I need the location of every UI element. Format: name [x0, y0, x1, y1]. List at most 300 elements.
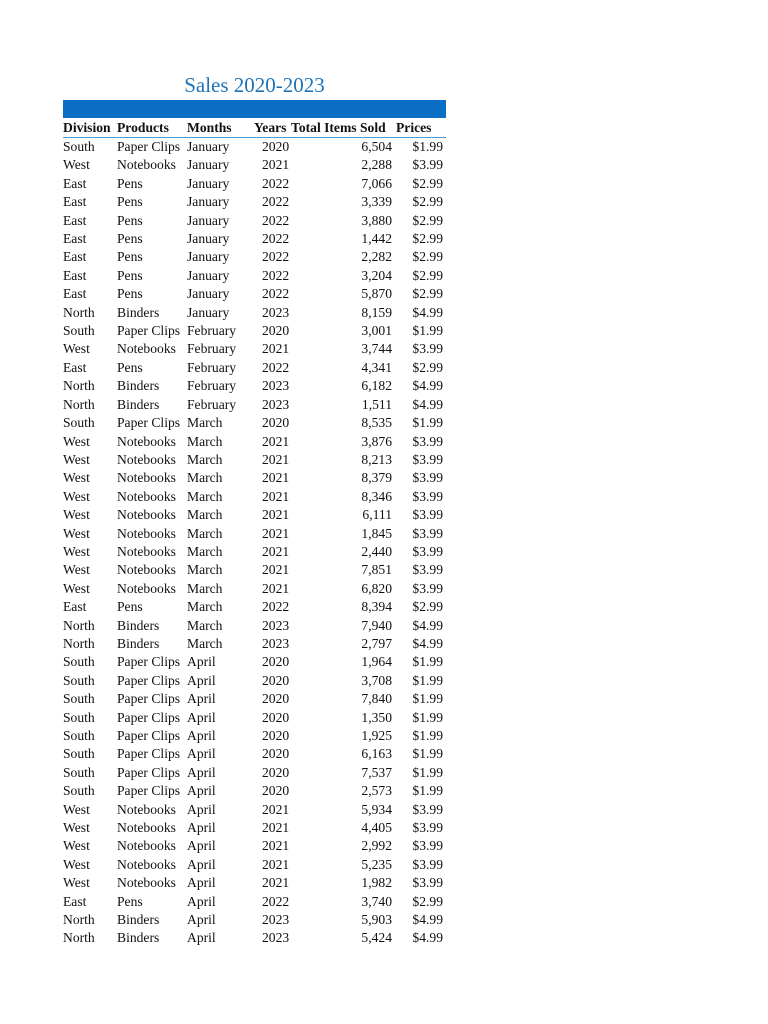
month-cell: March: [187, 488, 223, 504]
month-cell: February: [187, 341, 237, 357]
table-row: [63, 764, 446, 782]
division-cell: West: [63, 562, 90, 578]
table-row: [63, 396, 446, 414]
table-row: [63, 580, 446, 598]
items-sold-cell: 7,840: [361, 691, 392, 707]
product-cell: Notebooks: [117, 507, 176, 523]
product-cell: Pens: [117, 359, 143, 375]
product-cell: Paper Clips: [117, 709, 181, 725]
division-cell: North: [63, 304, 95, 320]
items-sold-cell: 1,442: [361, 231, 392, 247]
product-cell: Notebooks: [117, 488, 176, 504]
year-cell: 2020: [262, 746, 290, 762]
table-row: [63, 193, 446, 211]
table-row: [63, 248, 446, 266]
table-row: [63, 837, 446, 855]
product-cell: Paper Clips: [117, 672, 181, 688]
price-cell: $4.99: [412, 304, 443, 320]
table-row: [63, 285, 446, 303]
year-cell: 2022: [262, 212, 290, 228]
division-cell: East: [63, 175, 87, 191]
price-cell: $3.99: [412, 341, 443, 357]
product-cell: Binders: [117, 930, 160, 946]
division-cell: East: [63, 231, 87, 247]
month-cell: January: [187, 267, 230, 283]
year-cell: 2021: [262, 525, 290, 541]
product-cell: Paper Clips: [117, 783, 181, 799]
year-cell: 2021: [262, 562, 290, 578]
year-cell: 2021: [262, 875, 290, 891]
product-cell: Notebooks: [117, 856, 176, 872]
items-sold-cell: 3,339: [361, 194, 392, 210]
price-cell: $4.99: [412, 635, 443, 651]
division-cell: West: [63, 543, 90, 559]
items-sold-cell: 3,880: [361, 212, 392, 228]
sales-sheet: [63, 70, 446, 948]
table-row: [63, 469, 446, 487]
table-row: [63, 782, 446, 800]
header-color-bar: [63, 100, 446, 118]
price-cell: $3.99: [412, 507, 443, 523]
product-cell: Notebooks: [117, 525, 176, 541]
price-cell: $2.99: [412, 231, 443, 247]
year-cell: 2020: [262, 415, 290, 431]
items-sold-cell: 8,379: [361, 470, 392, 486]
price-cell: $3.99: [412, 820, 443, 836]
year-cell: 2022: [262, 359, 290, 375]
price-cell: $1.99: [412, 139, 443, 154]
year-cell: 2021: [262, 470, 290, 486]
month-cell: March: [187, 617, 223, 633]
price-cell: $2.99: [412, 194, 443, 210]
month-cell: January: [187, 194, 230, 210]
division-cell: North: [63, 617, 95, 633]
division-cell: East: [63, 267, 87, 283]
product-cell: Paper Clips: [117, 139, 181, 154]
table-row: [63, 893, 446, 911]
items-sold-cell: 2,992: [361, 838, 392, 854]
month-cell: April: [187, 856, 216, 872]
column-header-months: Months: [187, 118, 253, 138]
month-cell: April: [187, 801, 216, 817]
product-cell: Pens: [117, 194, 143, 210]
product-cell: Notebooks: [117, 433, 176, 449]
table-row: [63, 819, 446, 837]
division-cell: South: [63, 672, 95, 688]
month-cell: April: [187, 783, 216, 799]
table-row: [63, 709, 446, 727]
product-cell: Notebooks: [117, 341, 176, 357]
product-cell: Notebooks: [117, 580, 176, 596]
division-cell: West: [63, 433, 90, 449]
year-cell: 2020: [262, 672, 290, 688]
product-cell: Paper Clips: [117, 691, 181, 707]
items-sold-cell: 6,820: [361, 580, 392, 596]
division-cell: West: [63, 157, 90, 173]
items-sold-cell: 3,876: [361, 433, 392, 449]
month-cell: March: [187, 635, 223, 651]
table-row: [63, 874, 446, 892]
price-cell: $3.99: [412, 562, 443, 578]
division-cell: North: [63, 396, 95, 412]
division-cell: West: [63, 507, 90, 523]
division-cell: East: [63, 249, 87, 265]
column-header-products: Products: [117, 118, 187, 138]
price-cell: $3.99: [412, 433, 443, 449]
product-cell: Pens: [117, 175, 143, 191]
product-cell: Pens: [117, 231, 143, 247]
month-cell: January: [187, 249, 230, 265]
month-cell: March: [187, 507, 223, 523]
division-cell: East: [63, 194, 87, 210]
product-cell: Notebooks: [117, 838, 176, 854]
month-cell: April: [187, 672, 216, 688]
table-row: [63, 635, 446, 653]
month-cell: April: [187, 838, 216, 854]
product-cell: Binders: [117, 617, 160, 633]
table-row: [63, 377, 446, 395]
product-cell: Notebooks: [117, 451, 176, 467]
table-row: [63, 856, 446, 874]
year-cell: 2022: [262, 893, 290, 909]
items-sold-cell: 1,925: [361, 728, 392, 743]
division-cell: South: [63, 691, 95, 707]
product-cell: Pens: [117, 267, 143, 283]
division-cell: North: [63, 930, 95, 946]
table-row: [63, 727, 446, 745]
month-cell: April: [187, 691, 216, 707]
year-cell: 2021: [262, 341, 290, 357]
year-cell: 2022: [262, 599, 290, 615]
month-cell: March: [187, 433, 223, 449]
division-cell: South: [63, 746, 95, 762]
product-cell: Paper Clips: [117, 764, 181, 780]
table-row: [63, 911, 446, 929]
table-row: [63, 156, 446, 174]
table-row: [63, 929, 446, 947]
product-cell: Notebooks: [117, 801, 176, 817]
product-cell: Paper Clips: [117, 654, 181, 670]
price-cell: $4.99: [412, 930, 443, 946]
year-cell: 2020: [262, 783, 290, 799]
price-cell: $1.99: [412, 746, 443, 762]
year-cell: 2021: [262, 820, 290, 836]
items-sold-cell: 3,204: [361, 267, 392, 283]
month-cell: April: [187, 930, 216, 946]
division-cell: North: [63, 378, 95, 394]
month-cell: January: [187, 175, 230, 191]
price-cell: $3.99: [412, 543, 443, 559]
product-cell: Paper Clips: [117, 323, 181, 339]
year-cell: 2020: [262, 139, 290, 154]
product-cell: Paper Clips: [117, 415, 181, 431]
price-cell: $2.99: [412, 267, 443, 283]
division-cell: West: [63, 820, 90, 836]
year-cell: 2020: [262, 323, 290, 339]
division-cell: North: [63, 635, 95, 651]
price-cell: $2.99: [412, 893, 443, 909]
column-header-prices: Prices: [396, 118, 446, 138]
year-cell: 2021: [262, 543, 290, 559]
price-cell: $4.99: [412, 912, 443, 928]
month-cell: April: [187, 820, 216, 836]
month-cell: January: [187, 139, 230, 154]
product-cell: Pens: [117, 893, 143, 909]
table-row: [63, 230, 446, 248]
table-row: [63, 672, 446, 690]
table-row: [63, 745, 446, 763]
table-row: [63, 212, 446, 230]
year-cell: 2023: [262, 304, 290, 320]
items-sold-cell: 1,511: [361, 396, 392, 412]
month-cell: January: [187, 304, 230, 320]
items-sold-cell: 3,708: [361, 672, 392, 688]
year-cell: 2020: [262, 764, 290, 780]
product-cell: Pens: [117, 212, 143, 228]
items-sold-cell: 1,982: [361, 875, 392, 891]
price-cell: $1.99: [412, 764, 443, 780]
items-sold-cell: 2,573: [361, 783, 392, 799]
division-cell: West: [63, 580, 90, 596]
year-cell: 2021: [262, 801, 290, 817]
items-sold-cell: 4,405: [361, 820, 392, 836]
table-row: [63, 525, 446, 543]
month-cell: March: [187, 451, 223, 467]
price-cell: $1.99: [412, 691, 443, 707]
price-cell: $2.99: [412, 175, 443, 191]
items-sold-cell: 7,851: [361, 562, 392, 578]
table-row: [63, 488, 446, 506]
year-cell: 2021: [262, 488, 290, 504]
product-cell: Pens: [117, 599, 143, 615]
year-cell: 2023: [262, 378, 290, 394]
year-cell: 2021: [262, 580, 290, 596]
items-sold-cell: 8,346: [361, 488, 392, 504]
price-cell: $3.99: [412, 157, 443, 173]
table-body: [63, 138, 446, 948]
price-cell: $3.99: [412, 580, 443, 596]
product-cell: Notebooks: [117, 157, 176, 173]
division-cell: West: [63, 451, 90, 467]
items-sold-cell: 8,213: [361, 451, 392, 467]
month-cell: March: [187, 562, 223, 578]
year-cell: 2021: [262, 451, 290, 467]
month-cell: February: [187, 359, 237, 375]
items-sold-cell: 6,182: [361, 378, 392, 394]
items-sold-cell: 3,001: [361, 323, 392, 339]
price-cell: $2.99: [412, 212, 443, 228]
division-cell: South: [63, 709, 95, 725]
items-sold-cell: 7,940: [361, 617, 392, 633]
division-cell: East: [63, 212, 87, 228]
year-cell: 2022: [262, 286, 290, 302]
price-cell: $3.99: [412, 488, 443, 504]
division-cell: West: [63, 875, 90, 891]
items-sold-cell: 8,159: [361, 304, 392, 320]
table-row: [63, 304, 446, 322]
year-cell: 2023: [262, 396, 290, 412]
items-sold-cell: 5,424: [361, 930, 392, 946]
column-header-division: Division: [63, 118, 117, 138]
product-cell: Notebooks: [117, 470, 176, 486]
product-cell: Notebooks: [117, 820, 176, 836]
items-sold-cell: 8,394: [361, 599, 392, 615]
month-cell: March: [187, 525, 223, 541]
table-row: [63, 598, 446, 616]
month-cell: February: [187, 323, 237, 339]
items-sold-cell: 1,845: [361, 525, 392, 541]
column-header-total-items-sold: Total Items Sold: [291, 118, 396, 138]
items-sold-cell: 1,964: [361, 654, 392, 670]
year-cell: 2020: [262, 709, 290, 725]
sales-table: [63, 118, 446, 948]
price-cell: $2.99: [412, 249, 443, 265]
year-cell: 2020: [262, 728, 290, 743]
table-row: [63, 653, 446, 671]
price-cell: $1.99: [412, 415, 443, 431]
division-cell: South: [63, 764, 95, 780]
year-cell: 2022: [262, 249, 290, 265]
division-cell: South: [63, 783, 95, 799]
items-sold-cell: 6,111: [362, 507, 392, 523]
month-cell: March: [187, 580, 223, 596]
table-row: [63, 801, 446, 819]
product-cell: Pens: [117, 249, 143, 265]
table-row: [63, 175, 446, 193]
year-cell: 2021: [262, 507, 290, 523]
year-cell: 2021: [262, 856, 290, 872]
division-cell: South: [63, 728, 95, 743]
year-cell: 2020: [262, 654, 290, 670]
items-sold-cell: 1,350: [361, 709, 392, 725]
items-sold-cell: 2,797: [361, 635, 392, 651]
division-cell: East: [63, 286, 87, 302]
price-cell: $2.99: [412, 359, 443, 375]
price-cell: $4.99: [412, 617, 443, 633]
year-cell: 2021: [262, 433, 290, 449]
price-cell: $3.99: [412, 525, 443, 541]
table-row: [63, 543, 446, 561]
year-cell: 2023: [262, 930, 290, 946]
product-cell: Binders: [117, 304, 160, 320]
month-cell: February: [187, 378, 237, 394]
price-cell: $1.99: [412, 783, 443, 799]
table-row: [63, 138, 446, 157]
product-cell: Binders: [117, 378, 160, 394]
year-cell: 2020: [262, 691, 290, 707]
sheet-title: Sales 2020-2023: [184, 73, 325, 97]
items-sold-cell: 7,066: [361, 175, 392, 191]
items-sold-cell: 6,504: [361, 139, 392, 154]
year-cell: 2021: [262, 838, 290, 854]
month-cell: April: [187, 912, 216, 928]
price-cell: $2.99: [412, 599, 443, 615]
price-cell: $1.99: [412, 672, 443, 688]
items-sold-cell: 2,282: [361, 249, 392, 265]
year-cell: 2023: [262, 635, 290, 651]
month-cell: January: [187, 231, 230, 247]
year-cell: 2023: [262, 617, 290, 633]
division-cell: East: [63, 359, 87, 375]
division-cell: South: [63, 139, 95, 154]
division-cell: West: [63, 470, 90, 486]
price-cell: $2.99: [412, 286, 443, 302]
month-cell: April: [187, 709, 216, 725]
division-cell: East: [63, 893, 87, 909]
items-sold-cell: 6,163: [361, 746, 392, 762]
items-sold-cell: 2,288: [361, 157, 392, 173]
year-cell: 2022: [262, 231, 290, 247]
division-cell: West: [63, 801, 90, 817]
price-cell: $1.99: [412, 323, 443, 339]
price-cell: $3.99: [412, 470, 443, 486]
table-row: [63, 414, 446, 432]
month-cell: April: [187, 893, 216, 909]
year-cell: 2021: [262, 157, 290, 173]
items-sold-cell: 5,870: [361, 286, 392, 302]
month-cell: March: [187, 415, 223, 431]
division-cell: West: [63, 838, 90, 854]
price-cell: $4.99: [412, 396, 443, 412]
items-sold-cell: 8,535: [361, 415, 392, 431]
items-sold-cell: 2,440: [361, 543, 392, 559]
year-cell: 2022: [262, 267, 290, 283]
product-cell: Paper Clips: [117, 728, 181, 743]
table-row: [63, 690, 446, 708]
division-cell: South: [63, 654, 95, 670]
year-cell: 2022: [262, 175, 290, 191]
table-row: [63, 561, 446, 579]
month-cell: April: [187, 875, 216, 891]
items-sold-cell: 5,235: [361, 856, 392, 872]
price-cell: $1.99: [412, 709, 443, 725]
product-cell: Binders: [117, 396, 160, 412]
items-sold-cell: 3,744: [361, 341, 392, 357]
price-cell: $3.99: [412, 856, 443, 872]
division-cell: West: [63, 525, 90, 541]
division-cell: East: [63, 599, 87, 615]
month-cell: April: [187, 654, 216, 670]
month-cell: March: [187, 599, 223, 615]
month-cell: March: [187, 470, 223, 486]
month-cell: April: [187, 728, 216, 743]
table-row: [63, 340, 446, 358]
product-cell: Notebooks: [117, 543, 176, 559]
division-cell: North: [63, 912, 95, 928]
items-sold-cell: 5,903: [361, 912, 392, 928]
product-cell: Binders: [117, 635, 160, 651]
items-sold-cell: 7,537: [361, 764, 392, 780]
product-cell: Notebooks: [117, 875, 176, 891]
month-cell: January: [187, 286, 230, 302]
product-cell: Binders: [117, 912, 160, 928]
month-cell: February: [187, 396, 237, 412]
table-row: [63, 617, 446, 635]
items-sold-cell: 5,934: [361, 801, 392, 817]
month-cell: April: [187, 764, 216, 780]
division-cell: South: [63, 323, 95, 339]
price-cell: $3.99: [412, 838, 443, 854]
table-row: [63, 322, 446, 340]
product-cell: Paper Clips: [117, 746, 181, 762]
price-cell: $1.99: [412, 654, 443, 670]
month-cell: January: [187, 157, 230, 173]
price-cell: $1.99: [412, 728, 443, 743]
items-sold-cell: 3,740: [361, 893, 392, 909]
division-cell: West: [63, 341, 90, 357]
table-row: [63, 433, 446, 451]
product-cell: Pens: [117, 286, 143, 302]
